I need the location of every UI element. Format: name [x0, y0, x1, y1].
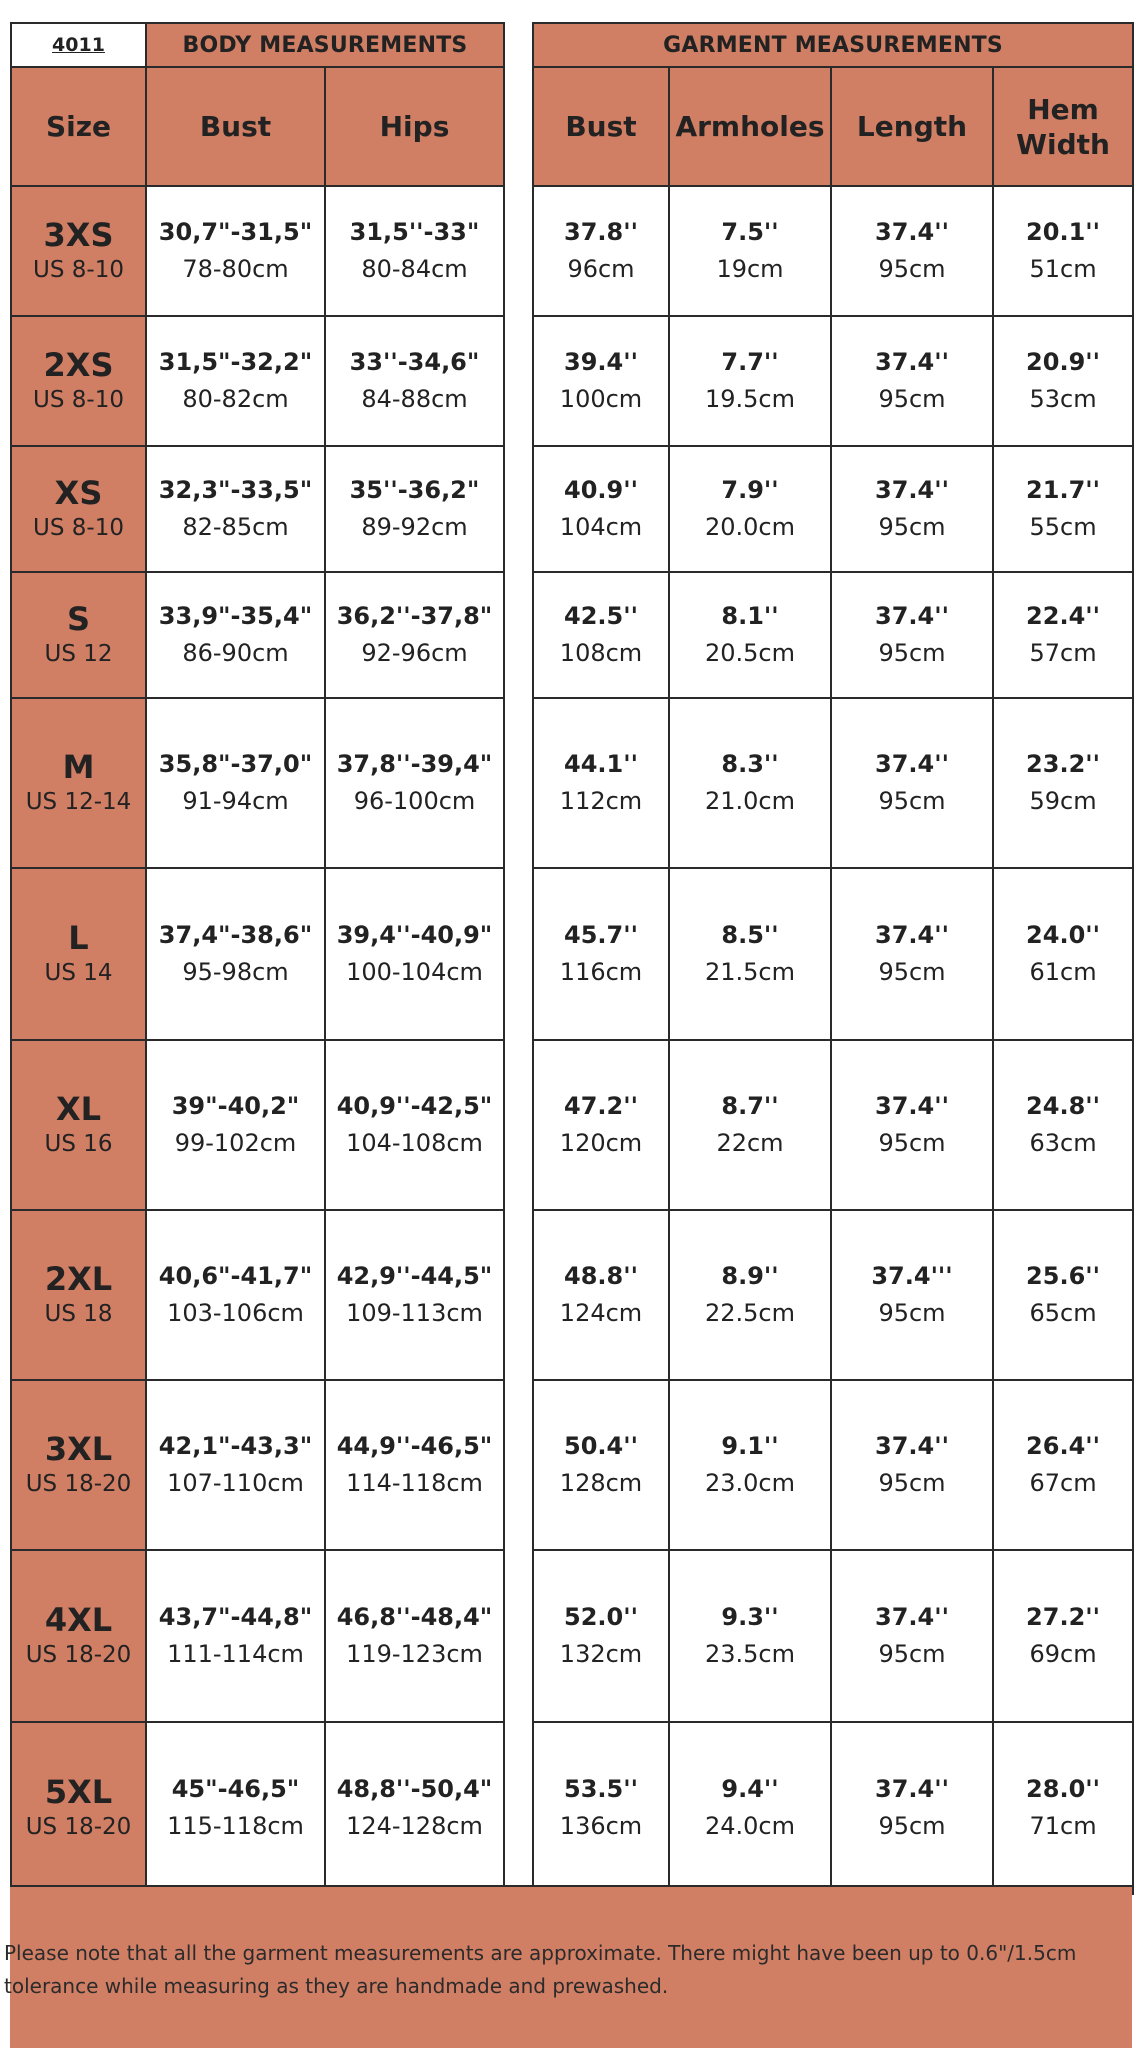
body-bust-cell-inches: 30,7"-31,5"	[158, 217, 313, 246]
body-hips-column-header: Hips	[325, 67, 504, 186]
garment-armholes-cell-cm: 19.5cm	[704, 385, 795, 413]
body-bust-cell-inches: 37,4"-38,6"	[158, 920, 313, 949]
garment-hem-width-cell-inches: 21.7''	[1026, 475, 1100, 504]
body-bust-cell-inches: 40,6"-41,7"	[158, 1261, 313, 1290]
garment-measurements-header: GARMENT MEASUREMENTS	[533, 23, 1133, 67]
garment-hem-width-column-header: Hem Width	[993, 67, 1133, 186]
body-bust-cell	[146, 698, 325, 868]
garment-bust-cell-cm: 104cm	[559, 513, 643, 541]
body-hips-cell-cm: 124-128cm	[346, 1812, 483, 1840]
us-size-label: US 18	[44, 1301, 113, 1328]
us-size-label: US 8-10	[33, 515, 124, 542]
garment-armholes-cell	[669, 1722, 831, 1894]
garment-armholes-cell	[669, 1550, 831, 1722]
garment-armholes-cell-inches: 7.9''	[721, 475, 779, 504]
size-cell	[11, 1722, 146, 1894]
body-hips-cell-cm: 89-92cm	[361, 513, 468, 541]
size-cell	[11, 316, 146, 446]
garment-bust-cell-cm: 124cm	[559, 1299, 643, 1327]
size-cell	[11, 1380, 146, 1550]
garment-armholes-cell-inches: 8.9''	[721, 1261, 779, 1290]
body-bust-cell-cm: 86-90cm	[182, 639, 289, 667]
us-size-label: US 8-10	[33, 387, 124, 414]
body-table-row	[11, 1722, 504, 1894]
body-bust-cell-inches: 42,1"-43,3"	[158, 1431, 313, 1460]
size-label: 3XS	[43, 215, 114, 254]
garment-table-row	[533, 186, 1133, 316]
garment-bust-cell-inches: 47.2''	[564, 1091, 638, 1120]
body-hips-cell-inches: 44,9''-46,5"	[336, 1431, 493, 1460]
garment-hem-width-cell-cm: 65cm	[1029, 1299, 1097, 1327]
body-bust-cell-inches: 32,3"-33,5"	[158, 475, 313, 504]
garment-bust-cell-inches: 42.5''	[564, 601, 638, 630]
body-bust-cell-inches: 35,8"-37,0"	[158, 749, 313, 778]
garment-length-column-header: Length	[831, 67, 993, 186]
garment-length-cell-cm: 95cm	[878, 1129, 946, 1157]
body-bust-cell-cm: 115-118cm	[167, 1812, 304, 1840]
body-hips-cell	[325, 316, 504, 446]
garment-length-cell-cm: 95cm	[878, 255, 946, 283]
garment-bust-cell-cm: 136cm	[559, 1812, 643, 1840]
size-cell	[11, 868, 146, 1040]
garment-armholes-cell	[669, 698, 831, 868]
body-hips-cell-inches: 42,9''-44,5"	[336, 1261, 493, 1290]
garment-bust-cell	[533, 446, 669, 572]
garment-armholes-cell	[669, 572, 831, 698]
garment-bust-cell	[533, 186, 669, 316]
body-table-row	[11, 316, 504, 446]
body-table-row	[11, 186, 504, 316]
garment-bust-column-header: Bust	[533, 67, 669, 186]
body-hips-cell	[325, 1210, 504, 1380]
body-hips-cell	[325, 186, 504, 316]
body-hips-cell-inches: 35''-36,2"	[349, 475, 480, 504]
body-bust-cell	[146, 868, 325, 1040]
garment-length-cell	[831, 1040, 993, 1210]
measurement-note: Please note that all the garment measurements are approximate. There might have been up to 0.6"/1.5cm tolerance while measuring as they are handmade and prewashed.	[4, 1941, 1077, 1998]
garment-bust-cell-cm: 112cm	[559, 787, 643, 815]
us-size-label: US 12	[44, 641, 113, 668]
body-bust-cell	[146, 1380, 325, 1550]
garment-hem-width-cell-cm: 67cm	[1029, 1469, 1097, 1497]
size-cell	[11, 186, 146, 316]
garment-length-cell-inches: 37.4''	[875, 1774, 949, 1803]
garment-length-cell-cm: 95cm	[878, 513, 946, 541]
body-table-row	[11, 1380, 504, 1550]
body-bust-cell-inches: 39"-40,2"	[171, 1091, 300, 1120]
garment-table-row	[533, 1722, 1133, 1894]
garment-measurements-table	[532, 22, 1134, 1895]
body-hips-cell-inches: 48,8''-50,4"	[336, 1774, 493, 1803]
garment-bust-cell	[533, 1722, 669, 1894]
body-bust-cell	[146, 186, 325, 316]
garment-table-row	[533, 572, 1133, 698]
garment-armholes-cell	[669, 868, 831, 1040]
body-hips-cell	[325, 1040, 504, 1210]
body-hips-cell-inches: 36,2''-37,8"	[336, 601, 493, 630]
us-size-label: US 18-20	[25, 1814, 132, 1841]
body-table-row	[11, 572, 504, 698]
garment-hem-width-cell-cm: 53cm	[1029, 385, 1097, 413]
garment-length-cell	[831, 698, 993, 868]
garment-hem-width-cell-cm: 51cm	[1029, 255, 1097, 283]
garment-length-cell	[831, 446, 993, 572]
body-hips-cell-cm: 96-100cm	[353, 787, 476, 815]
garment-armholes-cell-cm: 19cm	[716, 255, 784, 283]
body-hips-cell-inches: 39,4''-40,9"	[336, 920, 493, 949]
garment-length-cell-inches: 37.4''	[875, 1091, 949, 1120]
body-hips-cell-inches: 31,5''-33"	[349, 217, 480, 246]
garment-length-cell	[831, 1550, 993, 1722]
garment-bust-cell-inches: 50.4''	[564, 1431, 638, 1460]
us-size-label: US 18-20	[25, 1642, 132, 1669]
garment-length-cell	[831, 316, 993, 446]
body-bust-cell	[146, 1722, 325, 1894]
body-hips-cell	[325, 868, 504, 1040]
body-bust-cell	[146, 1210, 325, 1380]
garment-armholes-cell-inches: 9.3''	[721, 1602, 779, 1631]
garment-length-cell	[831, 186, 993, 316]
garment-hem-width-cell-cm: 63cm	[1029, 1129, 1097, 1157]
garment-hem-width-cell-cm: 57cm	[1029, 639, 1097, 667]
size-cell	[11, 572, 146, 698]
garment-armholes-cell-inches: 9.1''	[721, 1431, 779, 1460]
size-label: M	[62, 747, 95, 786]
garment-bust-cell	[533, 1040, 669, 1210]
garment-length-cell	[831, 1722, 993, 1894]
body-bust-cell-inches: 43,7"-44,8"	[158, 1602, 313, 1631]
garment-bust-cell-inches: 48.8''	[564, 1261, 638, 1290]
garment-length-cell-inches: 37.4''	[875, 475, 949, 504]
garment-bust-cell-cm: 100cm	[559, 385, 643, 413]
garment-armholes-cell-inches: 9.4''	[721, 1774, 779, 1803]
garment-armholes-cell-cm: 23.0cm	[704, 1469, 795, 1497]
us-size-label: US 16	[44, 1131, 113, 1158]
garment-length-cell-inches: 37.4''	[875, 217, 949, 246]
size-cell	[11, 698, 146, 868]
body-table-row	[11, 868, 504, 1040]
body-bust-cell-cm: 111-114cm	[167, 1640, 304, 1668]
body-hips-cell	[325, 1722, 504, 1894]
size-label: S	[66, 599, 91, 638]
garment-bust-cell-cm: 108cm	[559, 639, 643, 667]
garment-armholes-cell	[669, 446, 831, 572]
size-label: L	[68, 918, 89, 957]
body-hips-cell	[325, 1380, 504, 1550]
garment-bust-cell	[533, 1550, 669, 1722]
garment-hem-width-cell	[993, 698, 1133, 868]
body-bust-cell-cm: 103-106cm	[167, 1299, 304, 1327]
garment-length-cell-inches: 37.4''	[875, 920, 949, 949]
garment-length-cell-cm: 95cm	[878, 385, 946, 413]
garment-bust-cell-inches: 40.9''	[564, 475, 638, 504]
size-label: XS	[54, 473, 103, 512]
garment-table-row	[533, 1380, 1133, 1550]
size-label: 2XL	[44, 1259, 113, 1298]
garment-length-cell-cm: 95cm	[878, 958, 946, 986]
size-cell	[11, 1040, 146, 1210]
garment-table-row	[533, 1210, 1133, 1380]
garment-hem-width-cell-cm: 61cm	[1029, 958, 1097, 986]
body-measurements-header: BODY MEASUREMENTS	[146, 23, 504, 67]
size-label: 3XL	[44, 1429, 113, 1468]
garment-armholes-column-header: Armholes	[669, 67, 831, 186]
garment-armholes-cell-inches: 7.7''	[721, 347, 779, 376]
garment-table-row	[533, 446, 1133, 572]
garment-table-row	[533, 1550, 1133, 1722]
garment-armholes-cell-inches: 8.7''	[721, 1091, 779, 1120]
us-size-label: US 8-10	[33, 257, 124, 284]
garment-armholes-cell-cm: 21.5cm	[704, 958, 795, 986]
body-hips-cell	[325, 572, 504, 698]
garment-armholes-cell-cm: 21.0cm	[704, 787, 795, 815]
garment-hem-width-cell	[993, 1722, 1133, 1894]
size-cell	[11, 446, 146, 572]
size-label: XL	[55, 1089, 102, 1128]
garment-bust-cell-cm: 128cm	[559, 1469, 643, 1497]
garment-length-cell-inches: 37.4''	[875, 1431, 949, 1460]
garment-hem-width-cell-inches: 20.1''	[1026, 217, 1100, 246]
size-cell	[11, 1210, 146, 1380]
garment-armholes-cell-cm: 24.0cm	[704, 1812, 795, 1840]
body-hips-cell-cm: 109-113cm	[346, 1299, 483, 1327]
garment-bust-cell-cm: 116cm	[559, 958, 643, 986]
body-table-row	[11, 698, 504, 868]
garment-armholes-cell-inches: 8.5''	[721, 920, 779, 949]
garment-armholes-cell-inches: 8.1''	[721, 601, 779, 630]
body-hips-cell-cm: 80-84cm	[361, 255, 468, 283]
body-table-row	[11, 1210, 504, 1380]
body-hips-cell-cm: 119-123cm	[346, 1640, 483, 1668]
garment-length-cell	[831, 572, 993, 698]
body-hips-cell-inches: 40,9''-42,5"	[336, 1091, 493, 1120]
body-bust-cell	[146, 316, 325, 446]
garment-hem-width-cell	[993, 316, 1133, 446]
garment-armholes-cell-cm: 20.5cm	[704, 639, 795, 667]
size-column-header: Size	[11, 67, 146, 186]
garment-bust-cell	[533, 1210, 669, 1380]
body-bust-column-header: Bust	[146, 67, 325, 186]
body-bust-cell-cm: 82-85cm	[182, 513, 289, 541]
garment-hem-width-cell	[993, 1040, 1133, 1210]
garment-bust-cell-inches: 39.4''	[564, 347, 638, 376]
body-hips-cell-inches: 33''-34,6"	[349, 347, 480, 376]
garment-length-cell-inches: 37.4'''	[871, 1261, 953, 1290]
garment-hem-width-cell-inches: 27.2''	[1026, 1602, 1100, 1631]
body-bust-cell-cm: 95-98cm	[182, 958, 289, 986]
product-code: 4011	[11, 23, 146, 67]
garment-hem-width-cell-cm: 69cm	[1029, 1640, 1097, 1668]
size-label: 5XL	[44, 1772, 113, 1811]
body-bust-cell-cm: 91-94cm	[182, 787, 289, 815]
garment-length-cell-cm: 95cm	[878, 1299, 946, 1327]
body-bust-cell-cm: 80-82cm	[182, 385, 289, 413]
garment-hem-width-cell-inches: 26.4''	[1026, 1431, 1100, 1460]
garment-bust-cell-inches: 37.8''	[564, 217, 638, 246]
garment-bust-cell-inches: 44.1''	[564, 749, 638, 778]
body-hips-cell-cm: 84-88cm	[361, 385, 468, 413]
body-hips-cell	[325, 446, 504, 572]
body-table-row	[11, 1550, 504, 1722]
body-bust-cell	[146, 446, 325, 572]
us-size-label: US 18-20	[25, 1471, 132, 1498]
body-bust-cell-inches: 33,9"-35,4"	[158, 601, 313, 630]
garment-length-cell-inches: 37.4''	[875, 347, 949, 376]
garment-hem-width-cell	[993, 868, 1133, 1040]
garment-armholes-cell-cm: 22.5cm	[704, 1299, 795, 1327]
body-hips-cell	[325, 1550, 504, 1722]
garment-hem-width-cell-cm: 59cm	[1029, 787, 1097, 815]
garment-hem-width-cell	[993, 186, 1133, 316]
garment-hem-width-cell	[993, 1550, 1133, 1722]
body-bust-cell-cm: 107-110cm	[167, 1469, 304, 1497]
body-hips-cell	[325, 698, 504, 868]
body-measurements-table	[10, 22, 505, 1895]
body-table-row	[11, 1040, 504, 1210]
body-hips-cell-cm: 104-108cm	[346, 1129, 483, 1157]
garment-armholes-cell-inches: 7.5''	[721, 217, 779, 246]
garment-bust-cell	[533, 698, 669, 868]
garment-hem-width-cell-cm: 71cm	[1029, 1812, 1097, 1840]
size-cell	[11, 1550, 146, 1722]
garment-armholes-cell-cm: 20.0cm	[704, 513, 795, 541]
garment-armholes-cell	[669, 316, 831, 446]
garment-bust-cell-cm: 120cm	[559, 1129, 643, 1157]
body-bust-cell	[146, 572, 325, 698]
garment-armholes-cell	[669, 1210, 831, 1380]
garment-armholes-cell-inches: 8.3''	[721, 749, 779, 778]
garment-table-row	[533, 868, 1133, 1040]
garment-bust-cell-cm: 96cm	[567, 255, 635, 283]
garment-hem-width-cell	[993, 446, 1133, 572]
garment-table-row	[533, 316, 1133, 446]
garment-hem-width-cell	[993, 572, 1133, 698]
body-bust-cell-inches: 45"-46,5"	[171, 1774, 300, 1803]
body-bust-cell-cm: 99-102cm	[174, 1129, 297, 1157]
garment-bust-cell	[533, 572, 669, 698]
garment-hem-width-cell	[993, 1210, 1133, 1380]
body-hips-cell-cm: 92-96cm	[361, 639, 468, 667]
garment-table-row	[533, 1040, 1133, 1210]
garment-length-cell-inches: 37.4''	[875, 601, 949, 630]
garment-bust-cell	[533, 868, 669, 1040]
garment-armholes-cell	[669, 1040, 831, 1210]
body-bust-cell	[146, 1040, 325, 1210]
garment-length-cell-inches: 37.4''	[875, 1602, 949, 1631]
garment-bust-cell	[533, 316, 669, 446]
body-hips-cell-cm: 100-104cm	[346, 958, 483, 986]
garment-length-cell	[831, 1380, 993, 1550]
body-hips-cell-cm: 114-118cm	[346, 1469, 483, 1497]
garment-hem-width-cell-inches: 20.9''	[1026, 347, 1100, 376]
garment-length-cell	[831, 1210, 993, 1380]
garment-armholes-cell-cm: 22cm	[716, 1129, 784, 1157]
size-label: 2XS	[43, 345, 114, 384]
garment-bust-cell-cm: 132cm	[559, 1640, 643, 1668]
body-table-row	[11, 446, 504, 572]
body-bust-cell-inches: 31,5"-32,2"	[158, 347, 313, 376]
garment-bust-cell	[533, 1380, 669, 1550]
garment-length-cell-cm: 95cm	[878, 787, 946, 815]
garment-bust-cell-inches: 53.5''	[564, 1774, 638, 1803]
garment-hem-width-cell-inches: 24.0''	[1026, 920, 1100, 949]
garment-length-cell	[831, 868, 993, 1040]
garment-length-cell-cm: 95cm	[878, 1469, 946, 1497]
garment-hem-width-cell-inches: 25.6''	[1026, 1261, 1100, 1290]
garment-length-cell-cm: 95cm	[878, 1812, 946, 1840]
garment-hem-width-cell-inches: 24.8''	[1026, 1091, 1100, 1120]
garment-armholes-cell	[669, 186, 831, 316]
us-size-label: US 12-14	[25, 789, 132, 816]
garment-hem-width-cell-inches: 28.0''	[1026, 1774, 1100, 1803]
garment-length-cell-cm: 95cm	[878, 639, 946, 667]
garment-table-row	[533, 698, 1133, 868]
garment-bust-cell-inches: 45.7''	[564, 920, 638, 949]
size-label: 4XL	[44, 1600, 113, 1639]
garment-length-cell-inches: 37.4''	[875, 749, 949, 778]
us-size-label: US 14	[44, 960, 113, 987]
garment-length-cell-cm: 95cm	[878, 1640, 946, 1668]
garment-armholes-cell-cm: 23.5cm	[704, 1640, 795, 1668]
garment-hem-width-cell-cm: 55cm	[1029, 513, 1097, 541]
body-hips-cell-inches: 46,8''-48,4"	[336, 1602, 493, 1631]
garment-armholes-cell	[669, 1380, 831, 1550]
garment-bust-cell-inches: 52.0''	[564, 1602, 638, 1631]
body-bust-cell	[146, 1550, 325, 1722]
body-bust-cell-cm: 78-80cm	[182, 255, 289, 283]
garment-hem-width-cell-inches: 22.4''	[1026, 601, 1100, 630]
body-hips-cell-inches: 37,8''-39,4"	[336, 749, 493, 778]
garment-hem-width-cell	[993, 1380, 1133, 1550]
garment-hem-width-cell-inches: 23.2''	[1026, 749, 1100, 778]
